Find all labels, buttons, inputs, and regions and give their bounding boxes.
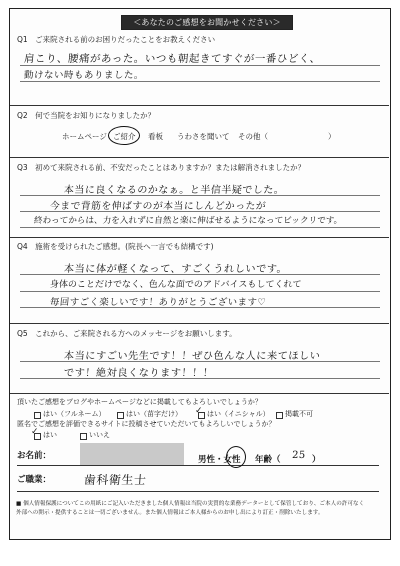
selected-circle-mark: [108, 126, 140, 145]
q4-answer-line-2: 身体のことだけでなく、色んな面でのアドバイスもしてくれて: [49, 280, 302, 290]
q4-answer-rule: [20, 307, 380, 308]
section-divider: [10, 323, 389, 324]
q1-answer-line-2: 動けない時もありました。: [23, 70, 145, 81]
q4-answer-rule: [20, 274, 380, 275]
site-consent-question: 匿名でご感想を評価できるサイトに投稿させていただいてもよろしいでしょうか？: [17, 420, 276, 428]
redacted-name: [80, 443, 184, 465]
q4-question: Q4 施術を受けられたご感想。(院長へ一言でも結構です): [17, 242, 214, 251]
q5-answer-line-2: です！絶対良くなります！！！: [63, 368, 214, 379]
age-close: ）: [312, 455, 321, 465]
section-divider: [10, 393, 389, 394]
q2-option-other-close: ）: [328, 132, 336, 141]
q2-option-referral: ご紹介: [113, 132, 136, 141]
q5-answer-rule: [20, 361, 380, 362]
q3-answer-rule: [20, 195, 380, 196]
age-value: 25: [291, 450, 307, 461]
q2-question: Q2 何で当院をお知りになりましたか？: [17, 111, 156, 120]
q4-answer-rule: [20, 291, 380, 292]
sheet-title: ＜あなたのご感想をお聞かせください＞: [121, 15, 293, 30]
q4-answer-line-3: 毎回すごく楽しいです！ありがとうございます♡: [49, 297, 267, 308]
q5-question: Q5 これから、ご来院される方へのメッセージをお願いします。: [17, 329, 237, 338]
q2-option-other: その他（: [238, 132, 268, 141]
selected-circle-mark: [226, 446, 246, 468]
check-mark: ✓: [31, 427, 39, 437]
q2-option-signboard: 看板: [148, 132, 163, 141]
q2-option-homepage: ホームページ: [62, 132, 107, 141]
blog-option-checkbox[interactable]: [276, 412, 283, 419]
section-divider: [10, 237, 389, 238]
q3-answer-rule: [20, 227, 380, 228]
site-option-no: いいえ: [89, 431, 110, 439]
blog-option-checkbox[interactable]: [117, 412, 124, 419]
q3-answer-line-1: 本当に良くなるのかなぁ。と半信半疑でした。: [63, 185, 285, 196]
occupation-value: 歯科衛生士: [83, 473, 147, 487]
q1-answer-rule: [20, 65, 380, 66]
occupation-underline: [17, 491, 379, 492]
occupation-label: ご職業：: [17, 475, 52, 485]
section-divider: [10, 105, 389, 106]
privacy-note-line-2: 外部への開示・提供することは一切ございません。また個人情報はご本人様からのお申し出により訂正・削除いたします。: [16, 510, 324, 516]
q1-answer-line-1: 肩こり、腰痛があった。いつも朝起きてすぐが一番ひどく、: [23, 53, 322, 65]
q3-answer-line-2: 今まで背筋を伸ばすのが本当にしんどかったが: [49, 201, 267, 212]
q1-answer-rule: [20, 81, 380, 82]
questionnaire-sheet: [9, 8, 391, 540]
blog-option-fullname: はい（フルネーム）: [43, 410, 106, 418]
q3-answer-line-3: 終わってからは、力を入れずに自然と楽に伸ばせるようになってビックリです。: [33, 216, 343, 226]
q3-question: Q3 初めて来院される前、不安だったことはありますか？または解消されましたか？: [17, 163, 306, 172]
blog-option-checkbox[interactable]: [34, 412, 41, 419]
name-label: お名前：: [17, 451, 52, 461]
blog-consent-question: 頂いたご感想をブログやホームページなどに掲載してもよろしいでしょうか？: [17, 398, 262, 406]
gender-label: 男性・女性: [198, 455, 241, 465]
q4-answer-line-1: 本当に体が軽くなって、すごくうれしいです。: [63, 264, 288, 275]
blog-option-decline: 掲載不可: [285, 410, 313, 418]
q5-answer-rule: [20, 378, 380, 379]
q5-answer-line-1: 本当にすごい先生です！！ぜひ色んな人に来てほしい: [63, 351, 321, 362]
q3-answer-rule: [20, 211, 380, 212]
blog-option-initial: はい（イニシャル）: [207, 410, 270, 418]
q1-question: Q1 ご来院される前のお困りだったことをお教えください: [17, 35, 216, 44]
age-label: 年齢（: [255, 455, 281, 465]
section-divider: [10, 157, 389, 158]
check-mark: ✓: [195, 406, 203, 416]
site-option-checkbox[interactable]: [80, 433, 87, 440]
privacy-note-line-1: ■ 個人情報保護についてこの用紙にご記入いただきました個人情報は当院の実質的な業務データーとして保管しており、ご本人の許可なく: [16, 501, 365, 507]
name-underline: [17, 465, 379, 466]
site-option-yes: はい: [43, 431, 57, 439]
blog-option-surname: はい（苗字だけ）: [126, 410, 182, 418]
q2-option-rumor: うわさを聞いて: [177, 132, 230, 141]
